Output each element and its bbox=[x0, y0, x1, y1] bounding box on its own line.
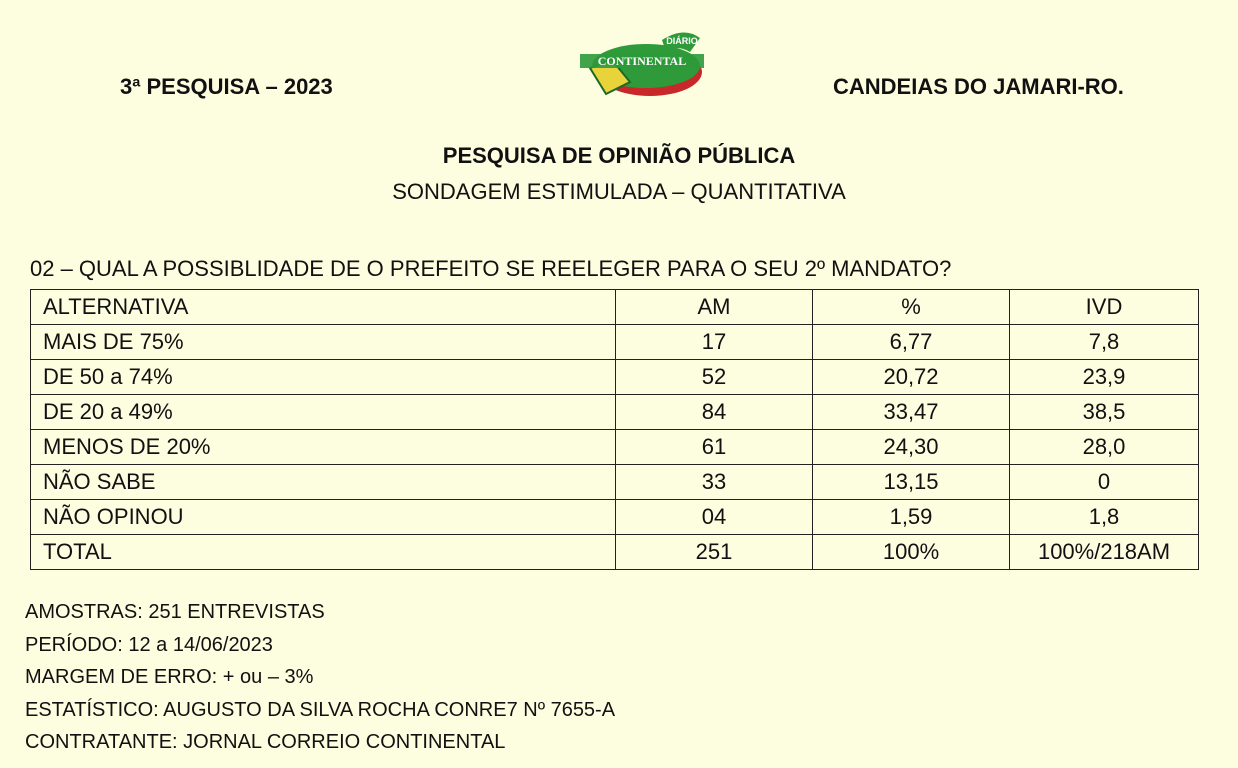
table-row bbox=[31, 325, 1199, 360]
footer-contratante: CONTRATANTE: JORNAL CORREIO CONTINENTAL bbox=[25, 731, 506, 753]
cell-am: 17 bbox=[616, 325, 813, 360]
cell-alternativa: NÃO SABE bbox=[31, 465, 616, 500]
cell-am: 52 bbox=[616, 360, 813, 395]
cell-percent: 24,30 bbox=[813, 430, 1010, 465]
survey-footer bbox=[25, 596, 615, 759]
survey-edition: 3ª PESQUISA – 2023 bbox=[120, 74, 333, 99]
cell-ivd: 23,9 bbox=[1010, 360, 1199, 395]
header-ivd: IVD bbox=[1010, 290, 1199, 325]
continental-logo bbox=[572, 20, 712, 102]
cell-am: 33 bbox=[616, 465, 813, 500]
table-row bbox=[31, 465, 1199, 500]
cell-percent: 100% bbox=[813, 535, 1010, 570]
footer-estatistico: ESTATÍSTICO: AUGUSTO DA SILVA ROCHA CONRE7 Nº 7655-A bbox=[25, 698, 616, 721]
cell-ivd: 100%/218AM bbox=[1010, 535, 1199, 570]
cell-percent: 20,72 bbox=[813, 360, 1010, 395]
cell-ivd: 1,8 bbox=[1010, 500, 1199, 535]
cell-alternativa: TOTAL bbox=[31, 535, 616, 570]
cell-am: 04 bbox=[616, 500, 813, 535]
cell-alternativa: MAIS DE 75% bbox=[31, 325, 616, 360]
cell-alternativa: MENOS DE 20% bbox=[31, 430, 616, 465]
cell-alternativa: DE 20 a 49% bbox=[31, 395, 616, 430]
city-label: CANDEIAS DO JAMARI-RO. bbox=[833, 74, 1124, 99]
logo-continental-text: CONTINENTAL bbox=[597, 54, 687, 68]
header-percent: % bbox=[813, 290, 1010, 325]
cell-am: 61 bbox=[616, 430, 813, 465]
cell-am: 251 bbox=[616, 535, 813, 570]
footer-margem: MARGEM DE ERRO: + ou – 3% bbox=[25, 666, 314, 688]
header-am: AM bbox=[616, 290, 813, 325]
cell-am: 84 bbox=[616, 395, 813, 430]
footer-periodo: PERÍODO: 12 a 14/06/2023 bbox=[25, 633, 273, 656]
cell-ivd: 28,0 bbox=[1010, 430, 1199, 465]
table-row bbox=[31, 360, 1199, 395]
table-row bbox=[31, 500, 1199, 535]
cell-percent: 33,47 bbox=[813, 395, 1010, 430]
cell-alternativa: DE 50 a 74% bbox=[31, 360, 616, 395]
cell-percent: 13,15 bbox=[813, 465, 1010, 500]
table-header-row bbox=[31, 290, 1199, 325]
table-row bbox=[31, 430, 1199, 465]
table-row bbox=[31, 395, 1199, 430]
page-subtitle: SONDAGEM ESTIMULADA – QUANTITATIVA bbox=[392, 179, 846, 204]
footer-amostras: AMOSTRAS: 251 ENTREVISTAS bbox=[25, 601, 325, 623]
cell-ivd: 0 bbox=[1010, 465, 1199, 500]
table-total-row bbox=[31, 535, 1199, 570]
page-title: PESQUISA DE OPINIÃO PÚBLICA bbox=[442, 143, 796, 168]
results-table bbox=[30, 289, 1199, 570]
question-text: 02 – QUAL A POSSIBLIDADE DE O PREFEITO SE REELEGER PARA O SEU 2º MANDATO? bbox=[30, 256, 952, 281]
header-alternativa: ALTERNATIVA bbox=[31, 290, 616, 325]
cell-ivd: 7,8 bbox=[1010, 325, 1199, 360]
cell-alternativa: NÃO OPINOU bbox=[31, 500, 616, 535]
cell-percent: 1,59 bbox=[813, 500, 1010, 535]
cell-ivd: 38,5 bbox=[1010, 395, 1199, 430]
logo-diario-text: DIÁRIO bbox=[666, 36, 698, 46]
cell-percent: 6,77 bbox=[813, 325, 1010, 360]
